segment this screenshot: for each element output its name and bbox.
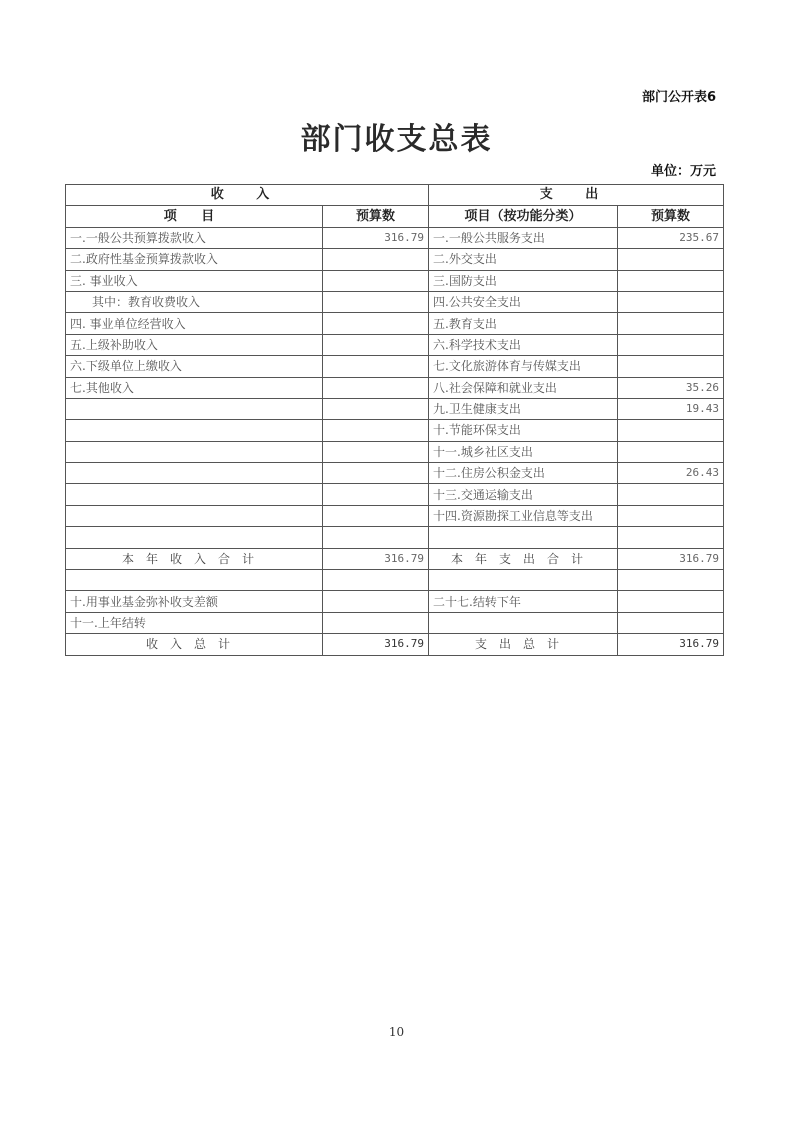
income-budget-column-header: 预算数: [323, 206, 429, 227]
expense-value: [618, 270, 724, 291]
expense-item: 四.公共安全支出: [429, 291, 618, 312]
income-item: [66, 463, 323, 484]
expense-item: 一.一般公共服务支出: [429, 227, 618, 248]
expense-value: [618, 484, 724, 505]
income-value: [323, 463, 429, 484]
blank-row: [66, 570, 724, 591]
expense-item: 五.教育支出: [429, 313, 618, 334]
section-header-row: [66, 185, 724, 206]
expense-value: [618, 334, 724, 355]
income-value: [323, 270, 429, 291]
expense-item: 二.外交支出: [429, 249, 618, 270]
unit-label: 单位：万元: [650, 164, 716, 179]
expense-item: 十三.交通运输支出: [429, 484, 618, 505]
income-value: [323, 527, 429, 548]
income-value: [323, 356, 429, 377]
expense-item: 十四.资源勘探工业信息等支出: [429, 505, 618, 526]
table-row: [66, 484, 724, 505]
expense-value: [618, 291, 724, 312]
expense-value: 19.43: [618, 398, 724, 419]
expense-value: 235.67: [618, 227, 724, 248]
blank-cell: [429, 570, 618, 591]
table-row: [66, 313, 724, 334]
table-row: [66, 420, 724, 441]
grand-income-total-label: 收入总计: [66, 634, 323, 655]
income-value: 316.79: [323, 227, 429, 248]
year-expense-total-value: 316.79: [618, 548, 724, 569]
table-row: [66, 463, 724, 484]
expense-value: [618, 527, 724, 548]
expense-value: [618, 612, 724, 633]
expense-value: [618, 441, 724, 462]
income-item: 四. 事业单位经营收入: [66, 313, 323, 334]
income-value: [323, 249, 429, 270]
expense-value: [618, 249, 724, 270]
income-value: [323, 505, 429, 526]
table-row: [66, 334, 724, 355]
expense-item: 八.社会保障和就业支出: [429, 377, 618, 398]
expense-item: 十一.城乡社区支出: [429, 441, 618, 462]
table-row: [66, 291, 724, 312]
income-expense-table: [65, 184, 724, 656]
expense-item-column-header: 项目（按功能分类）: [429, 206, 618, 227]
income-item: 六.下级单位上缴收入: [66, 356, 323, 377]
year-total-row: [66, 548, 724, 569]
income-item: 二.政府性基金预算拨款收入: [66, 249, 323, 270]
column-header-row: [66, 206, 724, 227]
income-item: 五.上级补助收入: [66, 334, 323, 355]
expense-section-header: 支 出: [429, 185, 724, 206]
income-item: 一.一般公共预算拨款收入: [66, 227, 323, 248]
table-row: [66, 505, 724, 526]
income-value: [323, 313, 429, 334]
table-number-label: 部门公开表6: [641, 90, 716, 105]
page-title: 部门收支总表: [300, 122, 493, 157]
income-value: [323, 398, 429, 419]
income-item: [66, 484, 323, 505]
expense-item: 六.科学技术支出: [429, 334, 618, 355]
income-value: [323, 420, 429, 441]
income-item: [66, 505, 323, 526]
table-row: [66, 612, 724, 633]
expense-budget-column-header: 预算数: [618, 206, 724, 227]
table-row: [66, 356, 724, 377]
table-row: [66, 441, 724, 462]
expense-item: 二十七.结转下年: [429, 591, 618, 612]
table-row: [66, 398, 724, 419]
income-section-header: 收 入: [66, 185, 429, 206]
expense-item: 十.节能环保支出: [429, 420, 618, 441]
expense-value: [618, 356, 724, 377]
year-income-total-value: 316.79: [323, 548, 429, 569]
table-body: [66, 227, 724, 548]
expense-value: 26.43: [618, 463, 724, 484]
expense-item: 十二.住房公积金支出: [429, 463, 618, 484]
blank-cell: [618, 570, 724, 591]
table-row: [66, 227, 724, 248]
expense-value: [618, 420, 724, 441]
income-value: [323, 377, 429, 398]
table-row: [66, 377, 724, 398]
grand-expense-total-value: 316.79: [618, 634, 724, 655]
income-value: [323, 591, 429, 612]
grand-total-row: [66, 634, 724, 655]
year-income-total-label: 本年收入合计: [66, 548, 323, 569]
expense-item: [429, 527, 618, 548]
income-item: [66, 527, 323, 548]
income-value: [323, 484, 429, 505]
income-item: [66, 441, 323, 462]
income-value: [323, 291, 429, 312]
income-item-column-header: 项 目: [66, 206, 323, 227]
income-value: [323, 441, 429, 462]
grand-expense-total-label: 支出总计: [429, 634, 618, 655]
income-item: 七.其他收入: [66, 377, 323, 398]
expense-item: 九.卫生健康支出: [429, 398, 618, 419]
table-row: [66, 270, 724, 291]
income-item: [66, 398, 323, 419]
expense-value: [618, 313, 724, 334]
expense-item: 三.国防支出: [429, 270, 618, 291]
expense-value: [618, 591, 724, 612]
expense-value: [618, 505, 724, 526]
expense-value: 35.26: [618, 377, 724, 398]
income-item: 三. 事业收入: [66, 270, 323, 291]
year-expense-total-label: 本年支出合计: [429, 548, 618, 569]
blank-cell: [323, 570, 429, 591]
blank-cell: [66, 570, 323, 591]
income-value: [323, 612, 429, 633]
grand-income-total-value: 316.79: [323, 634, 429, 655]
page-number: 10: [388, 1025, 405, 1039]
expense-item: 七.文化旅游体育与传媒支出: [429, 356, 618, 377]
expense-item: [429, 612, 618, 633]
income-item: [66, 420, 323, 441]
income-value: [323, 334, 429, 355]
income-item: 十.用事业基金弥补收支差额: [66, 591, 323, 612]
income-item: 其中：教育收费收入: [66, 291, 323, 312]
table-row: [66, 249, 724, 270]
table-row: [66, 527, 724, 548]
table-row: [66, 591, 724, 612]
income-item: 十一.上年结转: [66, 612, 323, 633]
